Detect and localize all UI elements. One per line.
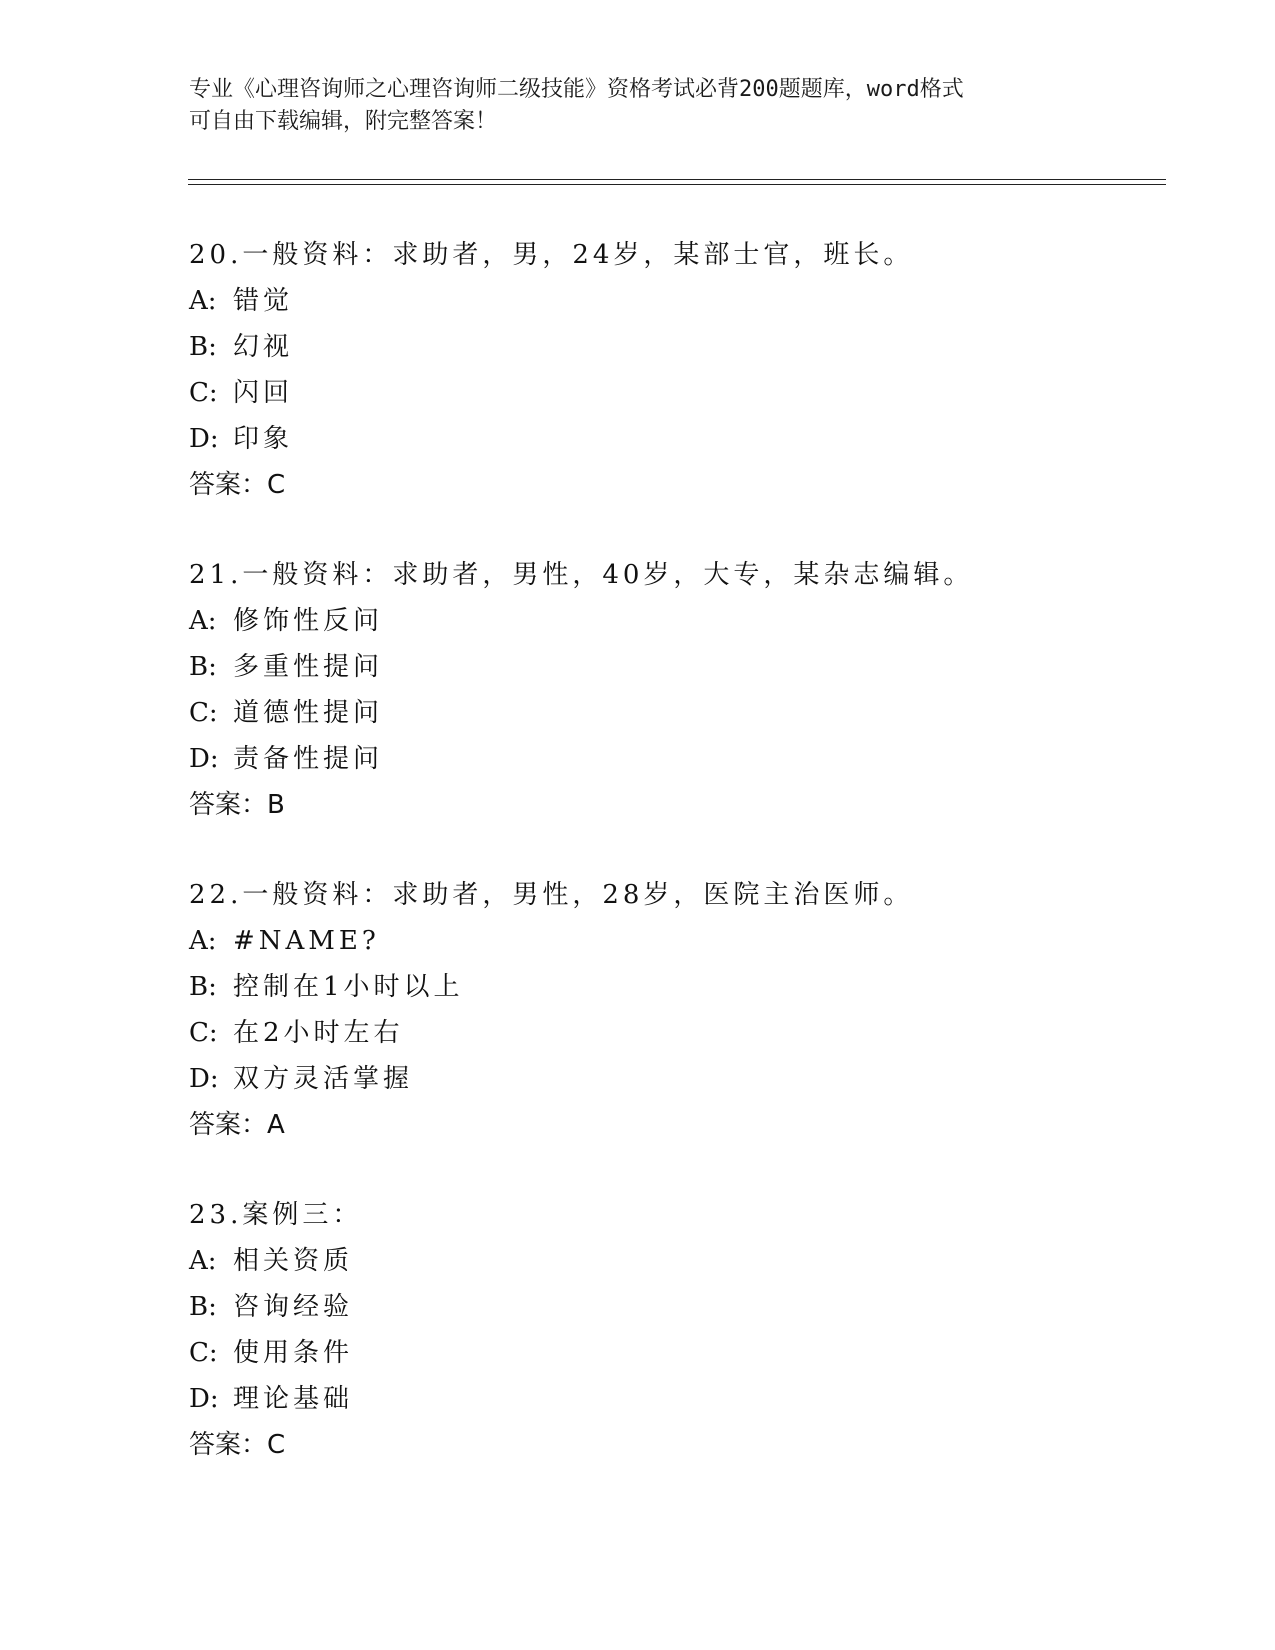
- option-b: [189, 1284, 1189, 1330]
- question-22: [189, 872, 1189, 1148]
- option-d: [189, 736, 1189, 782]
- header-divider-bottom: [188, 184, 1166, 185]
- option-letter: A:: [189, 1246, 217, 1276]
- option-text: 多重性提问: [233, 652, 384, 682]
- option-letter: C:: [189, 1018, 218, 1048]
- option-letter: A:: [189, 606, 217, 636]
- option-c: [189, 370, 1189, 416]
- option-letter: D:: [189, 744, 219, 774]
- option-text: 修饰性反问: [233, 606, 384, 636]
- option-text: 使用条件: [233, 1338, 354, 1368]
- option-text: 相关资质: [233, 1246, 354, 1276]
- option-c: [189, 690, 1189, 736]
- answer-line: 答案：C: [189, 1430, 286, 1460]
- option-letter: A:: [189, 286, 217, 316]
- option-letter: C:: [189, 698, 218, 728]
- option-letter: B:: [189, 1292, 217, 1322]
- question-stem: 22.一般资料：求助者，男性，28岁，医院主治医师。: [189, 880, 914, 910]
- option-letter: B:: [189, 972, 217, 1002]
- option-text: 印象: [233, 424, 294, 454]
- option-text: 闪回: [233, 378, 294, 408]
- option-letter: D:: [189, 1384, 219, 1414]
- option-text: 双方灵活掌握: [233, 1064, 414, 1094]
- question-stem: 21.一般资料：求助者，男性，40岁，大专，某杂志编辑。: [189, 560, 974, 590]
- option-text: 责备性提问: [233, 744, 384, 774]
- question-23: [189, 1192, 1189, 1468]
- option-d: [189, 416, 1189, 462]
- option-letter: C:: [189, 378, 218, 408]
- question-stem: 20.一般资料：求助者，男，24岁，某部士官，班长。: [189, 240, 914, 270]
- option-b: [189, 964, 1189, 1010]
- option-text: 理论基础: [233, 1384, 354, 1414]
- answer-line: 答案：B: [189, 790, 285, 820]
- document-header: [189, 74, 1089, 138]
- option-text: 控制在1小时以上: [233, 972, 464, 1002]
- option-a: [189, 278, 1189, 324]
- option-letter: B:: [189, 332, 217, 362]
- question-stem: 23.案例三：: [189, 1200, 363, 1230]
- option-d: [189, 1376, 1189, 1422]
- answer-line: 答案：A: [189, 1110, 285, 1140]
- option-c: [189, 1010, 1189, 1056]
- option-c: [189, 1330, 1189, 1376]
- header-line-2: 可自由下载编辑，附完整答案！: [189, 109, 498, 134]
- option-a: [189, 1238, 1189, 1284]
- question-20: [189, 232, 1189, 508]
- option-text: 咨询经验: [233, 1292, 354, 1322]
- option-d: [189, 1056, 1189, 1102]
- option-a: [189, 918, 1189, 964]
- option-letter: A:: [189, 926, 217, 956]
- option-text: 道德性提问: [233, 698, 384, 728]
- header-divider-top: [188, 179, 1166, 180]
- option-letter: D:: [189, 1064, 219, 1094]
- option-text: #NAME?: [233, 926, 380, 956]
- option-letter: D:: [189, 424, 219, 454]
- option-text: 错觉: [233, 286, 294, 316]
- option-b: [189, 324, 1189, 370]
- option-text: 幻视: [233, 332, 294, 362]
- option-a: [189, 598, 1189, 644]
- option-b: [189, 644, 1189, 690]
- answer-line: 答案：C: [189, 470, 286, 500]
- question-21: [189, 552, 1189, 828]
- header-line-1: 专业《心理咨询师之心理咨询师二级技能》资格考试必背200题题库，word格式: [189, 77, 964, 102]
- option-letter: B:: [189, 652, 217, 682]
- option-text: 在2小时左右: [233, 1018, 404, 1048]
- option-letter: C:: [189, 1338, 218, 1368]
